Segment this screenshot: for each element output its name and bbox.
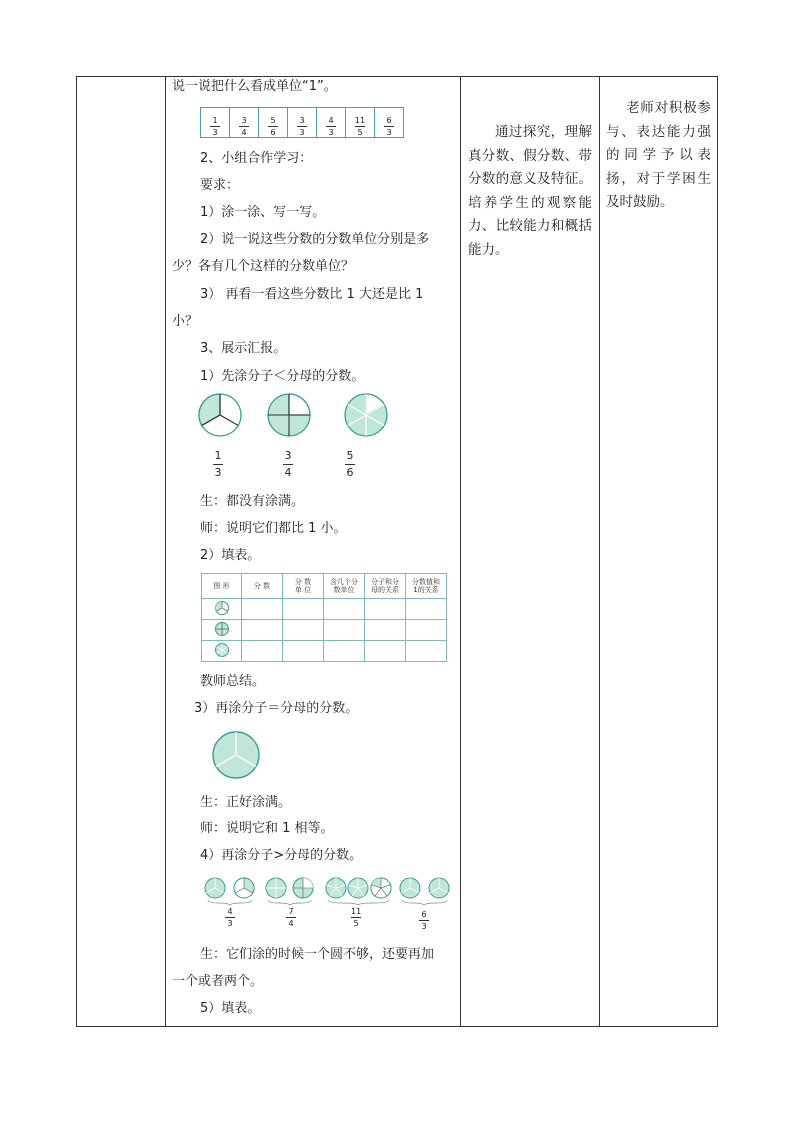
shape-thumb-thirds	[214, 600, 230, 616]
teacher-reply-2: 师：说明它和 1 相等。	[200, 821, 334, 836]
fraction-label: 5 6	[346, 449, 354, 479]
column-divider-3	[599, 77, 600, 1026]
shape-cell	[202, 599, 242, 620]
shape-thumb-quarters	[214, 621, 230, 637]
proper-fraction-prompt: 1）先涂分子＜分母的分数。	[200, 369, 365, 384]
requirement-2b: 少？各有几个这样的分数单位？	[172, 259, 355, 274]
fraction-label: 11 5	[351, 907, 362, 928]
fraction-cell: $\frac{11}{5}$	[346, 108, 375, 138]
column-divider-1	[165, 77, 166, 1026]
student-reply-3a: 生：它们涂的时候一个圆不够，还要再加	[200, 947, 435, 962]
fill-table-prompt-2: 5）填表。	[200, 1001, 261, 1016]
student-reply-1: 生：都没有涂满。	[200, 494, 305, 509]
table-row	[202, 599, 447, 620]
circle-three-quarters	[268, 394, 310, 436]
fraction-label: 3 4	[284, 449, 292, 479]
step-3-heading: 3、展示汇报。	[200, 341, 287, 356]
table-row	[202, 620, 447, 641]
student-reply-2: 生：正好涂满。	[200, 795, 292, 810]
design-intent-text: 通过探究，理解真分数、假分数、带分数的意义及特征。培养学生的观察能力、比较能力和概括能力。	[468, 124, 592, 258]
fraction-cell: $\frac{3}{3}$	[288, 108, 317, 138]
fraction-cell: $\frac{4}{3}$	[317, 108, 346, 138]
table-header: 分子和分 母的关系	[365, 574, 406, 599]
column-divider-2	[460, 77, 461, 1026]
evaluation-text: 老师对积极参与、表达能力强的同学予以表扬，对于学困生及时鼓励。	[606, 100, 711, 210]
table-header: 含几个分 数单位	[324, 574, 365, 599]
requirements-label: 要求：	[200, 178, 240, 193]
fraction-strip	[200, 107, 404, 138]
proper-fraction-circles	[198, 391, 394, 441]
fraction-cell: $\frac{1}{3}$	[201, 108, 230, 138]
teacher-reply-1: 师：说明它们都比 1 小。	[200, 521, 347, 536]
fraction-cell: $\frac{5}{6}$	[259, 108, 288, 138]
circle-three-thirds	[210, 730, 264, 782]
step-2-heading: 2、小组合作学习：	[200, 151, 313, 166]
requirement-3b: 小？	[172, 314, 199, 329]
teacher-summary: 教师总结。	[200, 674, 266, 689]
circle-five-sixths	[345, 394, 387, 436]
intro-line: 说一说把什么看成单位“1”。	[172, 79, 337, 94]
table-header: 图 形	[202, 574, 242, 599]
circle-one-third	[198, 392, 241, 436]
student-reply-3b: 一个或者两个。	[172, 974, 264, 989]
improper-fraction-circles	[200, 874, 456, 906]
fraction-label: 6 3	[419, 910, 429, 931]
table-header: 分 数	[242, 574, 283, 599]
table-row	[202, 641, 447, 662]
requirement-3a: 3） 再看一看这些分数比 1 大还是比 1	[200, 287, 424, 302]
fraction-label: 7 4	[286, 907, 296, 928]
requirement-2a: 2）说一说这些分数的分数单位分别是多	[200, 232, 430, 247]
improper-fraction-prompt: 4）再涂分子>分母的分数。	[200, 848, 363, 863]
shape-cell	[202, 620, 242, 641]
fill-table-prompt-1: 2）填表。	[200, 548, 261, 563]
fill-in-table	[201, 573, 447, 662]
fraction-label: 4 3	[225, 907, 235, 928]
fraction-cell: $\frac{6}{3}$	[375, 108, 404, 138]
shape-thumb-sixths	[214, 642, 230, 658]
fraction-cell: $\frac{3}{4}$	[230, 108, 259, 138]
table-header: 分数值和 1的关系	[406, 574, 447, 599]
requirement-1: 1）涂一涂、写一写。	[200, 205, 326, 220]
fraction-label: 1 3	[214, 449, 222, 479]
shape-cell	[202, 641, 242, 662]
equal-fraction-prompt: 3）再涂分子＝分母的分数。	[194, 701, 359, 716]
table-header: 分 数 单 位	[283, 574, 324, 599]
